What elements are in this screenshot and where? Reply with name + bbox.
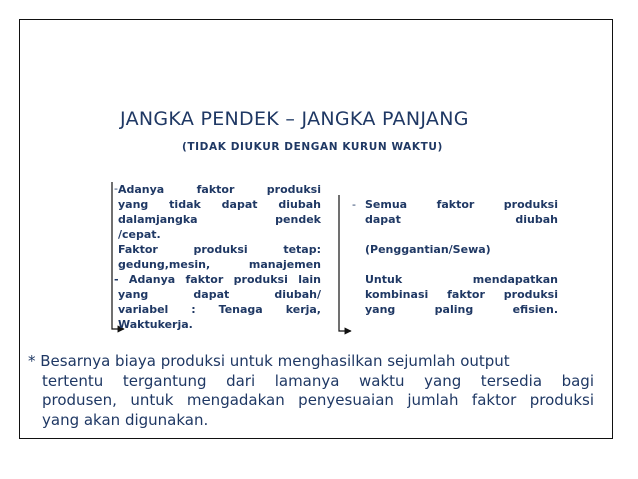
long-run-line: [365, 227, 558, 242]
short-run-line: Waktukerja.: [118, 318, 193, 331]
long-run-column: [365, 197, 558, 317]
short-run-line: dalamjangka pendek: [118, 213, 321, 226]
short-run-line: Faktor produksi tetap:: [118, 243, 321, 256]
short-run-line: - Adanya faktor produksi lain: [114, 273, 321, 286]
long-run-line: Untuk mendapatkan: [365, 273, 558, 286]
short-run-column: [114, 182, 321, 332]
slide-subtitle: (TIDAK DIUKUR DENGAN KURUN WAKTU): [182, 141, 443, 153]
long-run-line: (Penggantian/Sewa): [365, 243, 491, 256]
footnote-line: produsen, untuk mengadakan penyesuaian jumlah faktor produksi: [42, 391, 594, 409]
long-run-line: dapat diubah: [365, 213, 558, 226]
long-run-line: Semua faktor produksi: [365, 198, 558, 211]
long-run-line: kombinasi faktor produksi: [365, 288, 558, 301]
slide-title: JANGKA PENDEK – JANGKA PANJANG: [120, 108, 469, 130]
long-run-line: yang paling efisien.: [365, 303, 558, 316]
short-run-line: yang tidak dapat diubah: [118, 198, 321, 211]
short-run-line: Adanya faktor produksi: [118, 183, 321, 196]
footnote-line: tertentu tergantung dari lamanya waktu yang tersedia bagi: [42, 371, 594, 390]
footnote-line: * Besarnya biaya produksi untuk menghasilkan sejumlah output: [28, 352, 510, 370]
short-run-line: gedung,mesin, manajemen: [118, 258, 321, 271]
right-bracket-arrow: [339, 195, 351, 331]
short-run-line: yang dapat diubah/: [118, 288, 321, 301]
footnote: [28, 352, 594, 430]
short-run-line: variabel : Tenaga kerja,: [118, 303, 321, 316]
left-bullet: -: [114, 182, 118, 195]
right-bullet: -: [352, 198, 356, 211]
short-run-line: /cepat.: [118, 228, 161, 241]
footnote-line: yang akan digunakan.: [42, 410, 209, 429]
long-run-line: [365, 257, 558, 272]
